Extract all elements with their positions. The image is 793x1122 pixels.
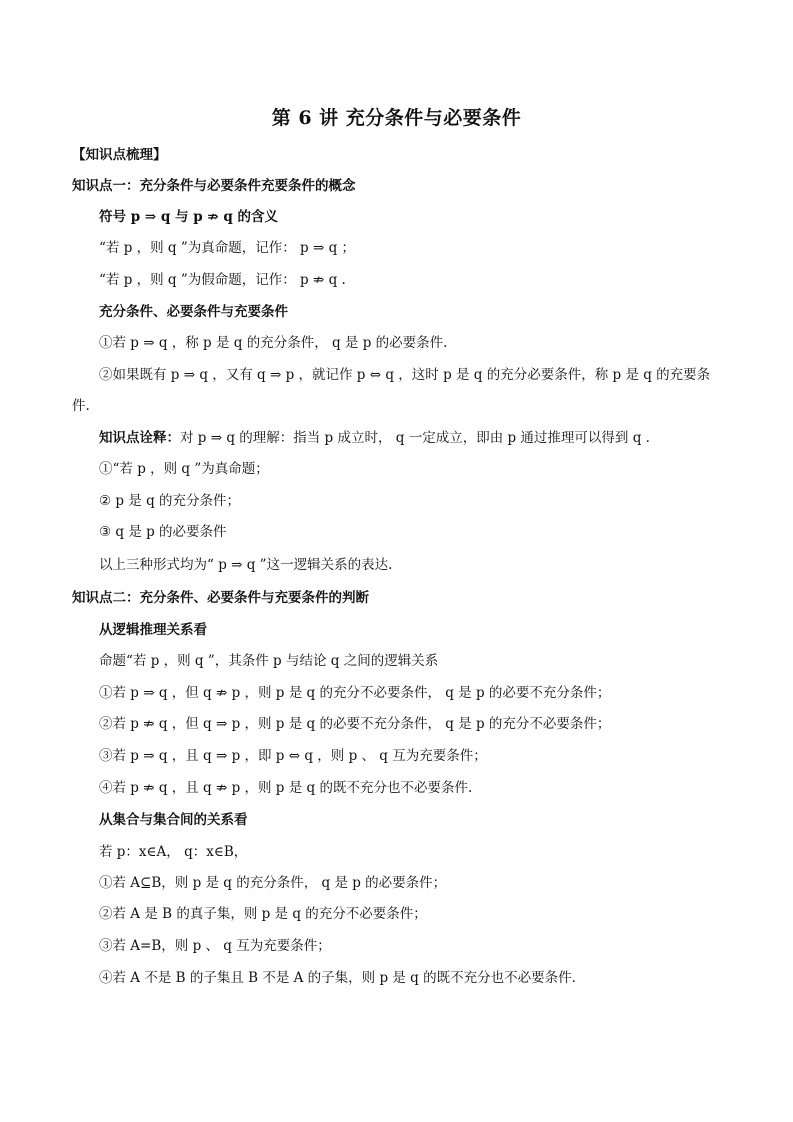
section-header: 【知识点梳理】 [72,147,167,163]
kp1-line2: “若 p ，则 q ”为假命题，记作： p ⇏ q . [99,272,346,288]
kp2-sub1: 从逻辑推理关系看 [99,622,207,638]
kp1-n2: ② p 是 q 的充分条件； [99,493,241,509]
note-text: 对 p ⇒ q 的理解：指当 p 成立时， q 一定成立，即由 p 通过推理可以得到 q . [180,430,650,446]
kp2-s1: ①若 A⊆B，则 p 是 q 的充分条件， q 是 p 的必要条件； [99,875,447,891]
page-title: 第 6 讲 充分条件与必要条件 [271,107,522,129]
kp1-note [99,428,650,448]
kp2-sub2: 从集合与集合间的关系看 [99,812,248,828]
kp1-n1: ①“若 p ，则 q ”为真命题； [99,461,269,477]
kp2-r4: ④若 p ⇏ q ，且 q ⇏ p ，则 p 是 q 的既不充分也不必要条件. [99,780,473,796]
kp2-s2: ②若 A 是 B 的真子集，则 p 是 q 的充分不必要条件； [99,906,427,922]
kp2-r3: ③若 p ⇒ q ，且 q ⇒ p ，即 p ⇔ q ，则 p 、 q 互为充要条件； [99,748,487,764]
kp1-n4: 以上三种形式均为“ p ⇒ q ”这一逻辑关系的表达. [99,557,393,573]
kp2-s3: ③若 A=B，则 p 、 q 互为充要条件； [99,938,331,954]
note-label: 知识点诠释： [99,430,180,446]
kp2-heading: 知识点二：充分条件、必要条件与充要条件的判断 [72,590,369,606]
kp1-sub2: 充分条件、必要条件与充要条件 [99,304,288,320]
kp1-heading: 知识点一：充分条件与必要条件充要条件的概念 [72,178,356,194]
kp2-r2: ②若 p ⇏ q ，但 q ⇒ p ，则 p 是 q 的必要不充分条件， q 是 p 的充分不必要条件； [99,716,611,732]
kp1-n3: ③ q 是 p 的必要条件 [99,524,227,540]
kp1-sub1: 符号 p ⇒ q 与 p ⇏ q 的含义 [99,209,278,225]
kp2-set-intro: 若 p：x∈A， q：x∈B， [99,844,248,860]
kp2-r1: ①若 p ⇒ q ，但 q ⇏ p ，则 p 是 q 的充分不必要条件， q 是 p 的必要不充分条件； [99,685,611,701]
kp1-line3: ①若 p ⇒ q ，称 p 是 q 的充分条件， q 是 p 的必要条件. [99,335,448,351]
kp2-intro: 命题“若 p ，则 q ”，其条件 p 与结论 q 之间的逻辑关系 [99,653,439,669]
kp1-line4b: 件. [72,398,90,414]
kp1-line4a: ②如果既有 p ⇒ q ，又有 q ⇒ p ，就记作 p ⇔ q ，这时 p 是 q 的充分必要条件，称 p 是 q 的充要条 [99,367,711,383]
kp1-line1: “若 p ，则 q ”为真命题，记作： p ⇒ q ； [99,240,356,256]
kp2-s4: ④若 A 不是 B 的子集且 B 不是 A 的子集，则 p 是 q 的既不充分也不必要条件. [99,970,576,986]
